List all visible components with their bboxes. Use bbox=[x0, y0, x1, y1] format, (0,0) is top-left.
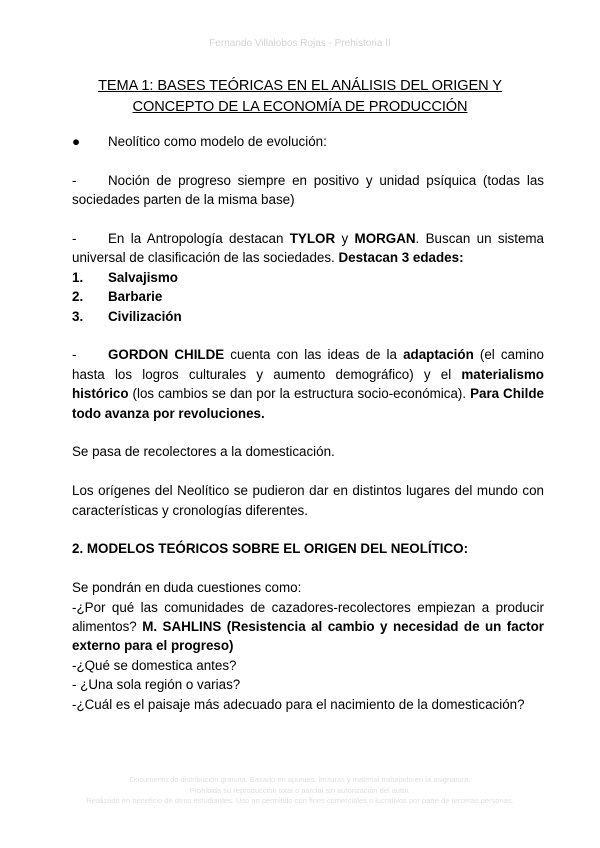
dash-marker: - bbox=[72, 172, 77, 188]
list-item: 2. Barbarie bbox=[72, 289, 163, 305]
ages-list bbox=[72, 268, 544, 326]
bullet-text: Neolítico como modelo de evolución: bbox=[108, 134, 327, 149]
section-2-heading: 2. MODELOS TEÓRICOS SOBRE EL ORIGEN DEL NEOLÍTICO: bbox=[72, 541, 469, 557]
question-3: - ¿Una sola región o varias? bbox=[72, 677, 241, 693]
paragraph-domestication: Se pasa de recolectores a la domesticación. bbox=[72, 444, 335, 460]
dash-marker: - bbox=[72, 347, 77, 363]
document-title bbox=[60, 76, 540, 118]
bullet-icon: ● bbox=[72, 134, 81, 149]
name-tylor: TYLOR bbox=[289, 231, 336, 246]
page-footer: Documento de distribución gratuita. Basado en apuntes, lecturas y material trabajado en la asignatura. Prohibida su reproducción total o parcial sin autorización del autor. Realizado en beneficio de otros estudiantes. Uso no permitido con fines comerciales o lucrativos por parte de terceras personas. bbox=[86, 775, 514, 805]
title-line-2: CONCEPTO DE LA ECONOMÍA DE PRODUCCIÓN bbox=[132, 99, 468, 115]
list-item: 1. Salvajismo bbox=[72, 269, 178, 285]
name-morgan: MORGAN bbox=[354, 231, 416, 246]
bullet-item bbox=[72, 132, 544, 151]
question-4: -¿Cuál es el paisaje más adecuado para el nacimiento de la domesticación? bbox=[72, 696, 525, 712]
name-childe: GORDON CHILDE bbox=[108, 347, 225, 363]
list-item: 3. Civilización bbox=[72, 308, 182, 324]
paragraph-progress: - Noción de progreso siempre en positivo y unidad psíquica (todas las sociedades parten de la misma base) bbox=[72, 172, 544, 208]
name-sahlins: M. SAHLINS (Resistencia al cambio y necesidad de un factor externo para el progreso) bbox=[72, 619, 544, 654]
document-body bbox=[72, 132, 544, 714]
title-line-1: TEMA 1: BASES TEÓRICAS EN EL ANÁLISIS DEL ORIGEN Y bbox=[98, 78, 502, 94]
page-header: Fernando Villalobos Rojas - Prehistoria II bbox=[209, 38, 391, 49]
paragraph-childe: - GORDON CHILDE cuenta con las ideas de la adaptación (el camino hasta los logros culturales y aumento demográfico) y el materialismo histórico (los cambios se dan por la estructura socio-económica). Para Childe todo avanza por revoluciones. bbox=[72, 347, 544, 421]
paragraph-origins: Los orígenes del Neolítico se pudieron dar en distintos lugares del mundo con características y cronologías diferentes. bbox=[72, 483, 544, 518]
dash-marker: - bbox=[72, 231, 77, 246]
paragraph-anthropology: - En la Antropología destacan TYLOR y MORGAN. Buscan un sistema universal de clasificación de las sociedades. Destacan 3 edades: bbox=[72, 231, 545, 266]
section-2-intro: Se pondrán en duda cuestiones como: bbox=[72, 580, 302, 596]
question-2: -¿Qué se domestica antes? bbox=[72, 657, 237, 673]
question-1: -¿Por qué las comunidades de cazadores-recolectores empiezan a producir alimentos? M. SAHLINS (Resistencia al cambio y necesidad de un factor externo para el progreso) bbox=[72, 599, 544, 654]
